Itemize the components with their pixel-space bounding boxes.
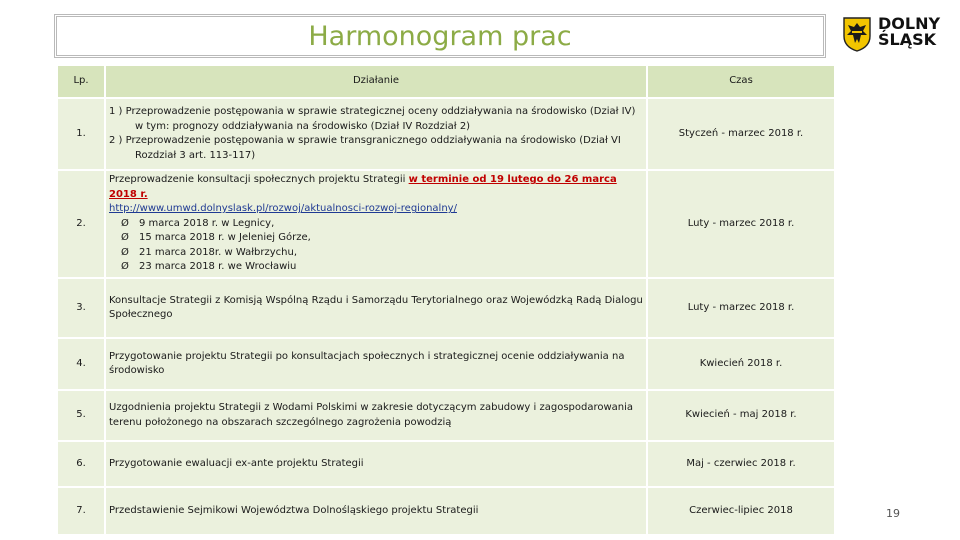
logo-line-2: ŚLĄSK bbox=[878, 30, 937, 49]
list-item-text: 23 marca 2018 r. we Wrocławiu bbox=[139, 261, 297, 273]
list-item-text: 9 marca 2018 r. w Legnicy, bbox=[139, 217, 275, 229]
table-row bbox=[57, 390, 835, 441]
row-action: Konsultacje Strategii z Komisją Wspólną Rządu i Samorządu Terytorialnego oraz Wojewódzką Radą Dialogu Społecznego bbox=[105, 278, 647, 338]
list-item bbox=[109, 246, 643, 261]
row-action: Przygotowanie ewaluacji ex-ante projektu Strategii bbox=[105, 441, 647, 487]
table-row bbox=[57, 338, 835, 390]
arrow-bullet-icon: Ø bbox=[121, 246, 129, 258]
table-row bbox=[57, 98, 835, 170]
row-time: Kwiecień - maj 2018 r. bbox=[647, 390, 835, 441]
row-time: Luty - marzec 2018 r. bbox=[647, 278, 835, 338]
table-row bbox=[57, 487, 835, 535]
list-item-text: 21 marca 2018r. w Wałbrzychu, bbox=[139, 246, 298, 258]
arrow-bullet-icon: Ø bbox=[121, 217, 129, 229]
row-action: Przygotowanie projektu Strategii po konsultacjach społecznych i strategicznej ocenie oddziaływania na środowisko bbox=[105, 338, 647, 390]
row-time: Kwiecień 2018 r. bbox=[647, 338, 835, 390]
consultation-url-link[interactable]: http://www.umwd.dolnyslask.pl/rozwoj/aktualnosci-rozwoj-regionalny/ bbox=[109, 203, 457, 215]
row-lp: 5. bbox=[57, 390, 105, 441]
slide-title: Harmonogram prac bbox=[308, 21, 572, 52]
consultation-dates: w terminie od 19 lutego do 26 marca 2018 r. bbox=[109, 174, 617, 200]
list-item-text: 15 marca 2018 r. w Jeleniej Górze, bbox=[139, 232, 311, 244]
consultation-intro bbox=[109, 173, 643, 202]
page-number: 19 bbox=[886, 507, 900, 520]
header-action: Działanie bbox=[105, 65, 647, 98]
row-action bbox=[105, 98, 647, 170]
table-row bbox=[57, 278, 835, 338]
list-item bbox=[109, 260, 643, 275]
list-item bbox=[109, 231, 643, 246]
table-header-row bbox=[57, 65, 835, 98]
header-lp: Lp. bbox=[57, 65, 105, 98]
eagle-crest-icon bbox=[842, 16, 872, 52]
row-time: Styczeń - marzec 2018 r. bbox=[647, 98, 835, 170]
consultation-intro-text: Przeprowadzenie konsultacji społecznych projektu Strategii bbox=[109, 174, 406, 186]
header-time: Czas bbox=[647, 65, 835, 98]
row-lp: 7. bbox=[57, 487, 105, 535]
row-action: Przedstawienie Sejmikowi Województwa Dolnośląskiego projektu Strategii bbox=[105, 487, 647, 535]
slide-title-box bbox=[54, 14, 826, 58]
list-item bbox=[109, 217, 643, 232]
action-item: 2 ) Przeprowadzenie postępowania w sprawie transgranicznego oddziaływania na środowisko (Dział VI Rozdział 3 art. 113-117) bbox=[109, 135, 621, 161]
logo-line-1: DOLNY bbox=[878, 14, 941, 33]
row-lp: 3. bbox=[57, 278, 105, 338]
row-action: Uzgodnienia projektu Strategii z Wodami Polskimi w zakresie dotyczącym zabudowy i zagospodarowania terenu położonego na obszarach szczególnego zagrożenia powodzią bbox=[105, 390, 647, 441]
arrow-bullet-icon: Ø bbox=[121, 232, 129, 244]
schedule-table bbox=[56, 64, 836, 536]
arrow-bullet-icon: Ø bbox=[121, 261, 129, 273]
action-item: 1 ) Przeprowadzenie postępowania w sprawie strategicznej oceny oddziaływania na środowisko (Dział IV) w tym: prognozy oddziaływania na środowisko (Dział IV Rozdział 2) bbox=[109, 106, 636, 132]
table-row bbox=[57, 441, 835, 487]
row-lp: 6. bbox=[57, 441, 105, 487]
logo-wordmark bbox=[878, 16, 948, 48]
row-lp: 1. bbox=[57, 98, 105, 170]
row-action bbox=[105, 170, 647, 278]
row-time: Luty - marzec 2018 r. bbox=[647, 170, 835, 278]
row-lp: 2. bbox=[57, 170, 105, 278]
row-lp: 4. bbox=[57, 338, 105, 390]
row-time: Maj - czerwiec 2018 r. bbox=[647, 441, 835, 487]
dolny-slask-logo bbox=[842, 16, 946, 54]
row-time: Czerwiec-lipiec 2018 bbox=[647, 487, 835, 535]
table-row bbox=[57, 170, 835, 278]
